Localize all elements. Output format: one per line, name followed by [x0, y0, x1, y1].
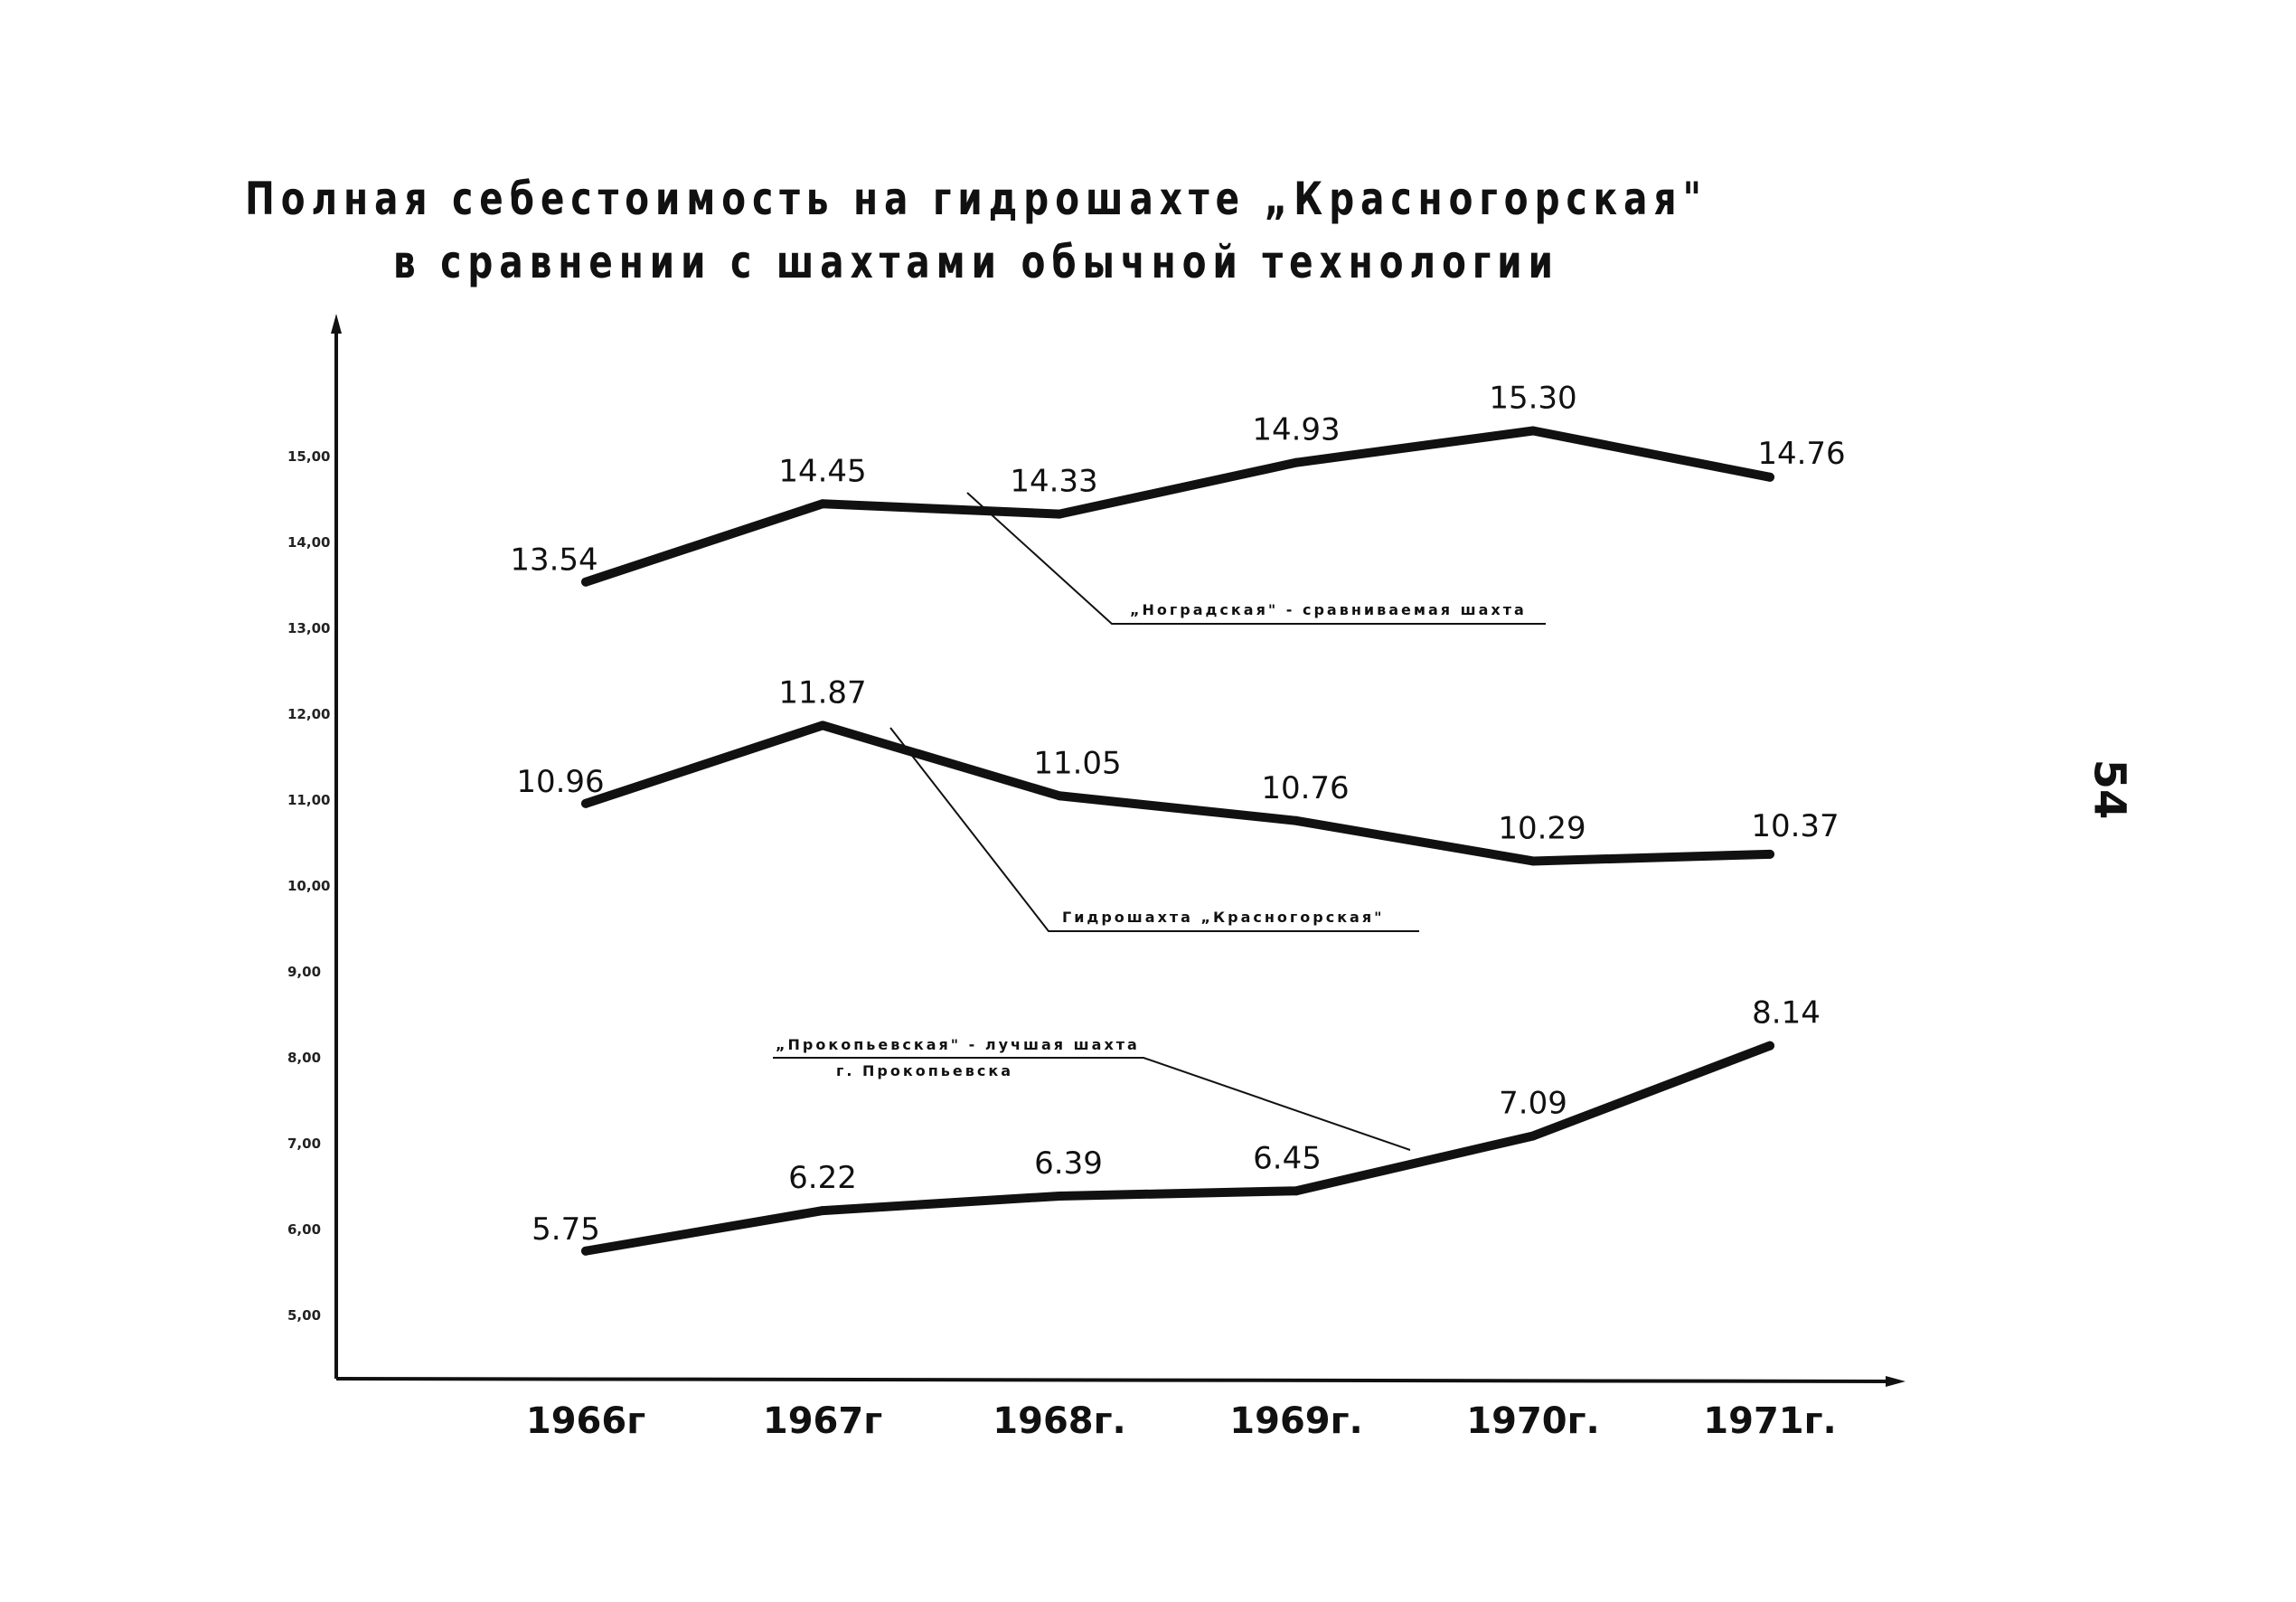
y-tick-label: 14,00 [287, 534, 331, 551]
data-point [581, 1247, 590, 1256]
data-point [1292, 1186, 1301, 1195]
x-axis-arrow [1886, 1376, 1905, 1387]
data-point [818, 721, 827, 730]
y-tick-label: 10,00 [287, 878, 331, 894]
series-callouts [773, 493, 1546, 1150]
series-line [586, 431, 1770, 582]
series-lines [581, 427, 1774, 1256]
data-labels [510, 381, 1845, 1248]
data-point [581, 799, 590, 808]
data-point [1529, 856, 1538, 865]
y-tick-label: 8,00 [287, 1050, 322, 1066]
data-label: 13.54 [510, 542, 598, 579]
data-label: 14.76 [1757, 435, 1846, 472]
y-axis-ticks [287, 448, 330, 1324]
data-point [818, 1206, 827, 1215]
y-tick-label: 5,00 [287, 1307, 322, 1324]
x-category-label: 1966г [525, 1400, 646, 1442]
data-label: 11.87 [778, 674, 867, 711]
data-point [1529, 427, 1538, 436]
x-category-label: 1968г. [993, 1400, 1126, 1442]
x-axis-line [336, 1379, 1889, 1381]
data-label: 14.93 [1252, 411, 1341, 448]
series-line [586, 1046, 1770, 1251]
data-label: 10.29 [1498, 810, 1586, 847]
series-callout-label: Гидрошахта „Красногорская" [1062, 909, 1385, 926]
y-tick-label: 6,00 [287, 1221, 322, 1238]
x-category-label: 1967г [762, 1400, 883, 1442]
x-category-label: 1970г. [1466, 1400, 1600, 1442]
y-tick-label: 13,00 [287, 620, 331, 636]
page-number: 54 [2084, 759, 2135, 820]
x-category-label: 1969г. [1229, 1400, 1363, 1442]
data-point [1292, 458, 1301, 467]
data-point [1055, 791, 1064, 800]
data-point [1765, 473, 1774, 482]
y-axis-arrow [331, 314, 342, 334]
data-point [581, 578, 590, 587]
data-label: 14.33 [1010, 463, 1098, 500]
series-callout-label: „Ноградская" - сравниваемая шахта [1130, 601, 1527, 618]
y-tick-label: 9,00 [287, 964, 322, 980]
x-category-label: 1971г. [1703, 1400, 1837, 1442]
data-label: 8.14 [1752, 994, 1821, 1032]
data-label: 10.37 [1751, 807, 1840, 844]
data-point [1765, 850, 1774, 859]
data-point [1055, 510, 1064, 519]
series-callout-label-line2: г. Прокопьевска [836, 1062, 1013, 1079]
series-callout-label: „Прокопьевская" - лучшая шахта [776, 1036, 1140, 1053]
data-label: 15.30 [1489, 380, 1577, 417]
data-label: 14.45 [778, 453, 867, 490]
data-point [1529, 1131, 1538, 1140]
x-axis-labels [526, 1400, 1837, 1442]
data-label: 11.05 [1033, 745, 1122, 782]
data-point [1765, 1041, 1774, 1051]
data-label: 10.76 [1261, 769, 1350, 806]
data-label: 6.39 [1034, 1145, 1103, 1182]
title-line-1: Полная себестоимость на гидрошахте „Красногорская" [245, 173, 1708, 225]
y-tick-label: 12,00 [287, 706, 331, 722]
data-label: 5.75 [532, 1211, 600, 1248]
data-label: 10.96 [516, 763, 605, 800]
data-label: 6.45 [1253, 1140, 1322, 1177]
data-label: 7.09 [1499, 1085, 1567, 1122]
data-point [818, 499, 827, 508]
data-point [1292, 816, 1301, 825]
data-label: 6.22 [788, 1160, 857, 1197]
y-tick-label: 7,00 [287, 1136, 322, 1152]
y-tick-label: 15,00 [287, 448, 331, 465]
y-tick-label: 11,00 [287, 792, 331, 808]
data-point [1055, 1192, 1064, 1201]
title-line-2: в сравнении с шахтами обычной технологии [392, 236, 1559, 288]
series-line [586, 725, 1770, 861]
